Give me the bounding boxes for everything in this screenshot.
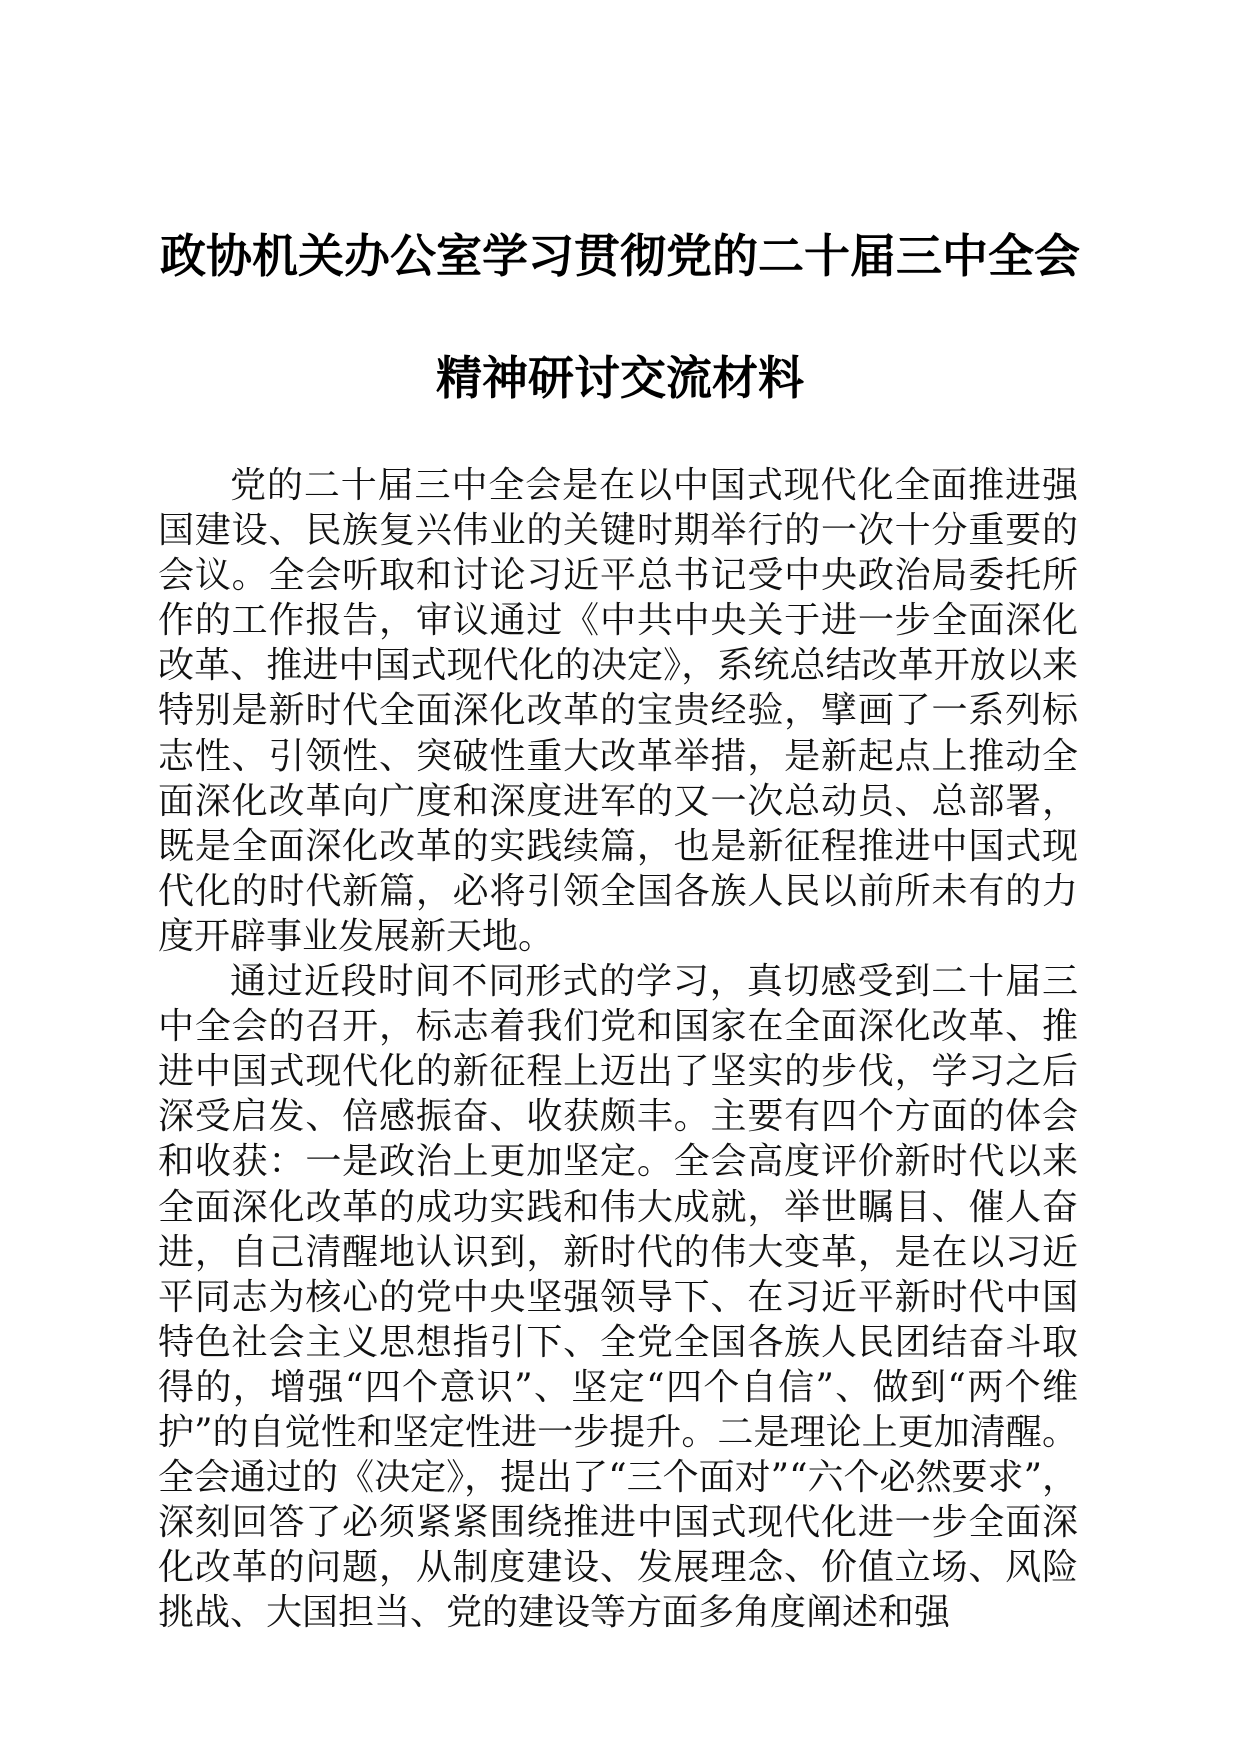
document-title-line-1: 政协机关办公室学习贯彻党的二十届三中全会 [160,229,1080,283]
document-title-line-2: 精神研讨交流材料 [436,351,804,405]
document-body [158,463,1078,1635]
paragraph-1: 党的二十届三中全会是在以中国式现代化全面推进强国建设、民族复兴伟业的关键时期举行的一次十分重要的会议。全会听取和讨论习近平总书记受中央政治局委托所作的工作报告，审议通过《中共中央关于进一步全面深化改革、推进中国式现代化的决定》，系统总结改革开放以来特别是新时代全面深化改革的宝贵经验，擘画了一系列标志性、引领性、突破性重大改革举措，是新起点上推动全面深化改革向广度和深度进军的又一次总动员、总部署，既是全面深化改革的实践续篇，也是新征程推进中国式现代化的时代新篇，必将引领全国各族人民以前所未有的力度开辟事业发展新天地。 [158,465,1078,957]
paragraph-2: 通过近段时间不同形式的学习，真切感受到二十届三中全会的召开，标志着我们党和国家在全面深化改革、推进中国式现代化的新征程上迈出了坚实的步伐，学习之后深受启发、倍感振奋、收获颇丰。主要有四个方面的体会和收获：一是政治上更加坚定。全会高度评价新时代以来全面深化改革的成功实践和伟大成就，举世瞩目、催人奋进，自己清醒地认识到，新时代的伟大变革，是在以习近平同志为核心的党中央坚强领导下、在习近平新时代中国特色社会主义思想指引下、全党全国各族人民团结奋斗取得的，增强“四个意识”、坚定“四个自信”、做到“两个维护”的自觉性和坚定性进一步提升。二是理论上更加清醒。全会通过的《决定》，提出了“三个面对”“六个必然要求”，深刻回答了必须紧紧围绕推进中国式现代化进一步全面深化改革的问题，从制度建设、发展理念、价值立场、风险挑战、大国担当、党的建设等方面多角度阐述和强 [158,961,1078,1634]
